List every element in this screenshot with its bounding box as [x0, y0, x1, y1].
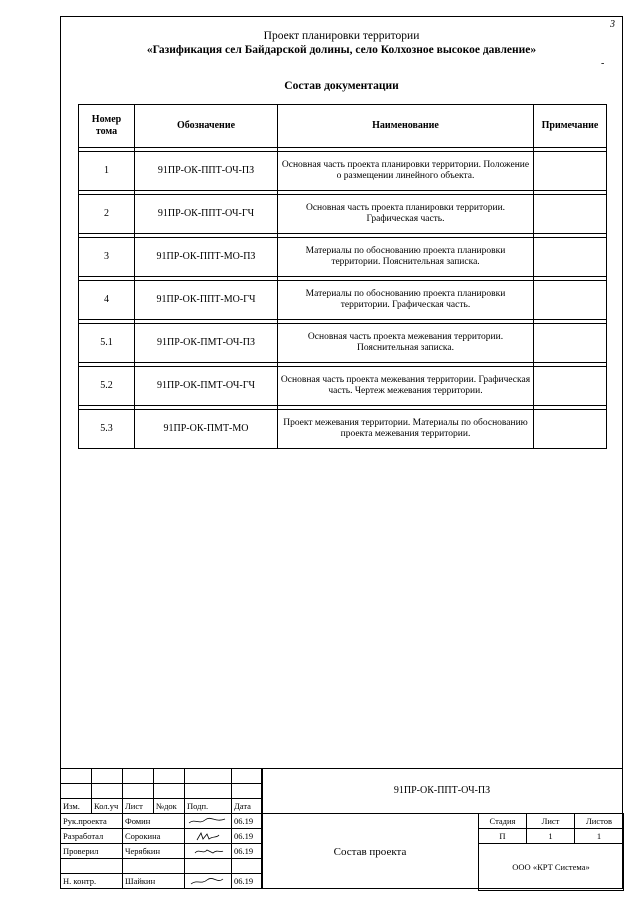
sheet-header: Лист	[527, 814, 575, 829]
volume-code: 91ПР-ОК-ПМТ-ОЧ-ПЗ	[135, 324, 278, 363]
project-subtitle: «Газификация сел Байдарской долины, село Колхозное высокое давление»	[146, 44, 537, 56]
person-name: Фомин	[123, 814, 185, 829]
volume-number: 5.1	[79, 324, 135, 363]
signature	[185, 814, 232, 829]
volume-name: Основная часть проекта планировки территории. Положение о размещении линейного объекта.	[278, 152, 534, 191]
volume-name: Основная часть проекта планировки территории. Графическая часть.	[278, 195, 534, 234]
documentation-heading: Состав документации	[284, 80, 399, 92]
volume-code: 91ПР-ОК-ПМТ-ОЧ-ГЧ	[135, 367, 278, 406]
signature	[185, 844, 232, 859]
volume-note	[534, 238, 607, 277]
volume-note	[534, 281, 607, 320]
col-header-volume: Номер тома	[79, 105, 135, 148]
role-label: Разработал	[61, 829, 123, 844]
documentation-table	[78, 104, 607, 449]
signature-icon	[187, 847, 227, 856]
stage-header: Стадия	[479, 814, 527, 829]
corner-mark: -	[601, 58, 605, 69]
col-header-name: Наименование	[278, 105, 534, 148]
col-podp: Подп.	[185, 799, 232, 814]
volume-note	[534, 324, 607, 363]
volume-number: 5.2	[79, 367, 135, 406]
volume-code: 91ПР-ОК-ППТ-МО-ГЧ	[135, 281, 278, 320]
person-name: Черябкин	[123, 844, 185, 859]
col-date: Дата	[232, 799, 263, 814]
signature	[185, 829, 232, 844]
volume-name: Материалы по обоснованию проекта планировки территории. Пояснительная записка.	[278, 238, 534, 277]
volume-name: Основная часть проекта межевания территории. Графическая часть. Чертеж межевания территории.	[278, 367, 534, 406]
volume-name: Основная часть проекта межевания территории. Пояснительная записка.	[278, 324, 534, 363]
organization-name: ООО «КРТ Система»	[479, 844, 624, 891]
table-row	[79, 152, 607, 191]
person-name: Сорокина	[123, 829, 185, 844]
col-header-note: Примечание	[534, 105, 607, 148]
volume-note	[534, 367, 607, 406]
volume-code: 91ПР-ОК-ППТ-ОЧ-ГЧ	[135, 195, 278, 234]
volume-number: 2	[79, 195, 135, 234]
volume-name: Материалы по обоснованию проекта планировки территории. Графическая часть.	[278, 281, 534, 320]
col-ndoc: №док	[154, 799, 185, 814]
table-row	[79, 238, 607, 277]
volume-number: 3	[79, 238, 135, 277]
volume-note	[534, 152, 607, 191]
sheets-header: Листов	[575, 814, 624, 829]
col-list: Лист	[123, 799, 154, 814]
table-row	[79, 367, 607, 406]
role-label: Н. контр.	[61, 874, 123, 889]
table-row	[79, 281, 607, 320]
sign-date: 06.19	[232, 844, 263, 859]
page-number: 3	[610, 19, 615, 30]
col-izm: Изм.	[61, 799, 92, 814]
revision-table	[60, 768, 263, 889]
person-name: Шайкин	[123, 874, 185, 889]
volume-code: 91ПР-ОК-ППТ-МО-ПЗ	[135, 238, 278, 277]
signature-icon	[187, 817, 227, 826]
volume-number: 5.3	[79, 410, 135, 449]
col-kol: Кол.уч	[92, 799, 123, 814]
volume-number: 1	[79, 152, 135, 191]
sheets-value: 1	[575, 829, 624, 844]
volume-note	[534, 410, 607, 449]
sign-date: 06.19	[232, 829, 263, 844]
title-block	[60, 768, 623, 889]
table-row	[79, 324, 607, 363]
signature-icon	[187, 832, 227, 841]
document-code: 91ПР-ОК-ППТ-ОЧ-ПЗ	[261, 768, 623, 814]
volume-code: 91ПР-ОК-ППТ-ОЧ-ПЗ	[135, 152, 278, 191]
sheet-value: 1	[527, 829, 575, 844]
project-title: Проект планировки территории	[263, 30, 420, 42]
signature-icon	[187, 877, 227, 886]
col-header-code: Обозначение	[135, 105, 278, 148]
volume-number: 4	[79, 281, 135, 320]
signature	[185, 874, 232, 889]
sign-date: 06.19	[232, 814, 263, 829]
role-label: Проверил	[61, 844, 123, 859]
document-name: Состав проекта	[261, 813, 479, 889]
table-row	[79, 195, 607, 234]
table-row	[79, 410, 607, 449]
stage-table	[478, 813, 624, 891]
volume-note	[534, 195, 607, 234]
volume-name: Проект межевания территории. Материалы по обоснованию проекта межевания территории.	[278, 410, 534, 449]
volume-code: 91ПР-ОК-ПМТ-МО	[135, 410, 278, 449]
stage-value: П	[479, 829, 527, 844]
role-label: Рук.проекта	[61, 814, 123, 829]
sign-date: 06.19	[232, 874, 263, 889]
